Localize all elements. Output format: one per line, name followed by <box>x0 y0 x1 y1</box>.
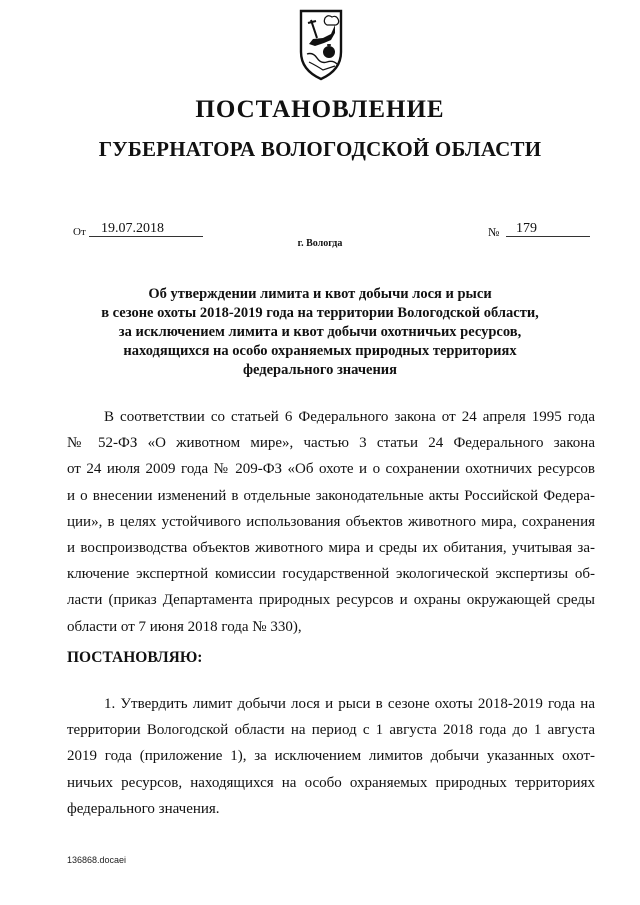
date-label: От <box>73 226 86 238</box>
subject-line: за исключением лимита и квот добычи охотничьих ресурсов, <box>118 324 522 340</box>
number-value: 179 <box>506 221 590 237</box>
preamble-paragraph <box>67 404 595 640</box>
paragraph-line: В соответствии со статьей 6 Федерального закона от 24 апреля 1995 года <box>104 409 595 425</box>
paragraph-line: и о внесении изменений в отдельные законодательные акты Российской Федера- <box>67 487 595 504</box>
subject-line: находящихся на особо охраняемых природных территориях <box>123 343 517 359</box>
subject-line: в сезоне охоты 2018-2019 года на территории Вологодской области, <box>101 305 539 321</box>
paragraph-line: ции», в целях устойчивого использования объектов животного мира, сохранения <box>67 513 595 530</box>
paragraph-line: 2019 года (приложение 1), за исключением лимитов добычи указанных охот- <box>67 748 595 765</box>
number-label: № <box>488 225 500 239</box>
paragraph-line: ласти (приказ Департамента природных ресурсов и охраны окружающей среды <box>67 592 595 609</box>
paragraph-line: от 24 июля 2009 года № 209-ФЗ «Об охоте и о сохранении охотничих ресурсов <box>67 461 595 478</box>
paragraph-line: и воспроизводства объектов животного мира и среды их обитания, учитывая за- <box>67 540 595 557</box>
date-value: 19.07.2018 <box>89 221 203 237</box>
paragraph-line: № 52-ФЗ «О животном мире», частью 3 статьи 24 Федерального закона <box>67 435 595 452</box>
city-name: г. Вологда <box>297 238 343 249</box>
coat-of-arms-icon <box>297 8 345 82</box>
document-subtitle: ГУБЕРНАТОРА ВОЛОГОДСКОЙ ОБЛАСТИ <box>98 137 542 161</box>
paragraph-line: 1. Утвердить лимит добычи лося и рыси в сезоне охоты 2018-2019 года на <box>104 696 595 712</box>
paragraph-line: ничьих ресурсов, находящихся на особо охраняемых природных территориях <box>67 774 595 791</box>
paragraph-line: территории Вологодской области на период с 1 августа 2018 года до 1 августа <box>67 722 595 739</box>
document-code: 136868.docaei <box>67 855 127 865</box>
document-title: ПОСТАНОВЛЕНИЕ <box>195 96 445 123</box>
paragraph-line: ключение экспертной комиссии государственной экологической экспертизы об- <box>67 566 595 583</box>
paragraph-line: области от 7 июня 2018 года № 330), <box>67 618 302 635</box>
subject-line: федерального значения <box>242 362 397 378</box>
subject-line: Об утверждении лимита и квот добычи лося и рыси <box>148 286 492 302</box>
document-subject <box>60 285 580 380</box>
paragraph-line: федерального значения. <box>67 800 220 817</box>
clause-1-paragraph <box>67 691 595 822</box>
decree-heading: ПОСТАНОВЛЯЮ: <box>67 649 203 666</box>
